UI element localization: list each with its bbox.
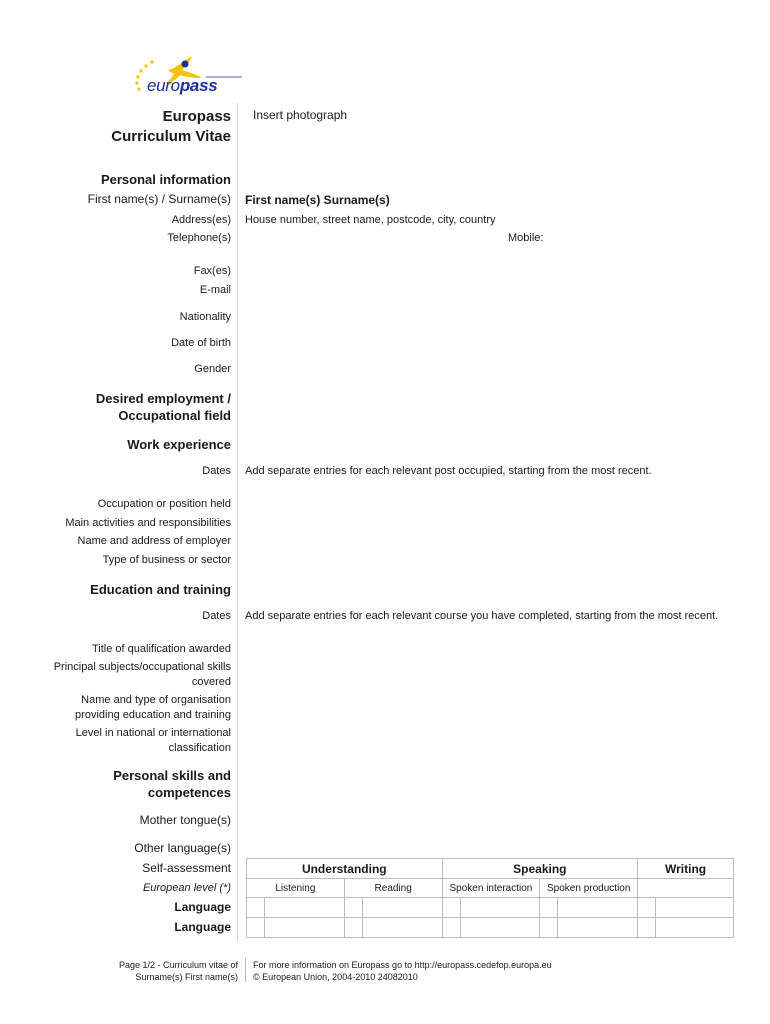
footer-left-line2: Surname(s) First name(s)	[135, 972, 238, 982]
language-row2-label: Language	[174, 920, 231, 934]
name-label: First name(s) / Surname(s)	[87, 192, 231, 206]
footer-right-line1[interactable]: For more information on Europass go to http://europass.cedefop.europa.eu	[253, 960, 552, 970]
table-cell[interactable]	[558, 918, 638, 938]
name-value[interactable]: First name(s) Surname(s)	[245, 193, 390, 207]
section-personal-information: Personal information	[100, 172, 231, 187]
fax-label: Fax(es)	[193, 265, 231, 277]
table-subheader-row	[247, 879, 734, 898]
level-label-line2: classification	[168, 742, 231, 754]
table-cell[interactable]	[540, 898, 558, 918]
business-label: Type of business or sector	[102, 554, 231, 566]
subheader-reading: Reading	[344, 879, 442, 898]
header-speaking: Speaking	[442, 859, 638, 879]
telephone-label: Telephone(s)	[167, 232, 231, 244]
desired-employment-line2: Occupational field	[118, 408, 231, 423]
logo-text-plain: euro	[147, 76, 180, 95]
table-row	[247, 918, 734, 938]
header-writing: Writing	[638, 859, 734, 879]
table-cell[interactable]	[442, 918, 460, 938]
section-personal-skills	[113, 767, 231, 801]
subjects-label-line2: covered	[191, 676, 231, 688]
cv-title-line2: Curriculum Vitae	[111, 128, 231, 145]
table-header-row	[247, 859, 734, 879]
table-cell[interactable]	[638, 918, 656, 938]
self-assessment-label: Self-assessment	[142, 861, 231, 875]
table-cell[interactable]	[344, 918, 362, 938]
photo-placeholder[interactable]: Insert photograph	[253, 108, 348, 122]
table-cell[interactable]	[656, 918, 734, 938]
table-cell[interactable]	[460, 898, 540, 918]
subheader-spoken-production: Spoken production	[540, 879, 638, 898]
table-cell[interactable]	[247, 898, 265, 918]
cv-title	[111, 107, 231, 147]
email-label: E-mail	[199, 284, 231, 296]
table-cell[interactable]	[247, 918, 265, 938]
date-of-birth-label: Date of birth	[171, 337, 231, 349]
address-value[interactable]: House number, street name, postcode, city, country	[245, 214, 496, 226]
work-dates-label: Dates	[202, 465, 231, 477]
footer-left-line1: Page 1/2 - Curriculum vitae of	[118, 960, 238, 970]
table-cell[interactable]	[264, 898, 344, 918]
section-desired-employment	[96, 390, 231, 424]
footer-divider	[245, 958, 246, 982]
level-label	[76, 726, 231, 756]
other-languages-label: Other language(s)	[134, 841, 231, 855]
nationality-label: Nationality	[179, 311, 231, 323]
section-education-training: Education and training	[90, 582, 231, 597]
table-cell[interactable]	[540, 918, 558, 938]
table-cell[interactable]	[460, 918, 540, 938]
desired-employment-line1: Desired employment /	[95, 391, 231, 406]
section-work-experience: Work experience	[127, 437, 231, 452]
organisation-label-line1: Name and type of organisation	[81, 694, 231, 706]
table-cell[interactable]	[362, 918, 442, 938]
qualification-label: Title of qualification awarded	[91, 643, 231, 655]
footer-page-info	[119, 959, 238, 983]
table-cell[interactable]	[344, 898, 362, 918]
footer-right-line2: © European Union, 2004-2010 24082010	[253, 972, 418, 982]
organisation-label-line2: providing education and training	[75, 709, 231, 721]
gender-label: Gender	[194, 363, 231, 375]
header-understanding: Understanding	[247, 859, 443, 879]
logo-wordmark	[147, 76, 217, 96]
subheader-listening: Listening	[247, 879, 345, 898]
language-row1-label: Language	[174, 900, 231, 914]
subheader-writing-blank	[638, 879, 734, 898]
organisation-label	[75, 693, 231, 723]
level-label-line1: Level in national or international	[75, 727, 231, 739]
employer-label: Name and address of employer	[77, 535, 231, 547]
table-row	[247, 898, 734, 918]
table-cell[interactable]	[264, 918, 344, 938]
european-level-label: European level (*)	[142, 882, 231, 894]
table-cell[interactable]	[442, 898, 460, 918]
activities-label: Main activities and responsibilities	[65, 517, 231, 529]
mother-tongue-label: Mother tongue(s)	[139, 813, 231, 827]
subjects-label	[54, 660, 231, 690]
self-assessment-table	[246, 858, 734, 938]
education-dates-value[interactable]: Add separate entries for each relevant course you have completed, starting from the most recent.	[245, 610, 719, 622]
occupation-label: Occupation or position held	[97, 498, 231, 510]
table-cell[interactable]	[558, 898, 638, 918]
subheader-spoken-interaction: Spoken interaction	[442, 879, 540, 898]
logo-text-bold: pass	[179, 76, 218, 95]
table-cell[interactable]	[638, 898, 656, 918]
address-label: Address(es)	[171, 214, 231, 226]
column-divider	[237, 103, 238, 940]
work-dates-value[interactable]: Add separate entries for each relevant post occupied, starting from the most recent.	[245, 465, 652, 477]
table-cell[interactable]	[362, 898, 442, 918]
mobile-label: Mobile:	[508, 232, 544, 244]
subjects-label-line1: Principal subjects/occupational skills	[53, 661, 231, 673]
cv-title-line1: Europass	[162, 108, 231, 125]
personal-skills-line1: Personal skills and	[113, 768, 231, 783]
footer-info	[253, 959, 552, 983]
education-dates-label: Dates	[202, 610, 231, 622]
table-cell[interactable]	[656, 898, 734, 918]
personal-skills-line2: competences	[147, 785, 231, 800]
